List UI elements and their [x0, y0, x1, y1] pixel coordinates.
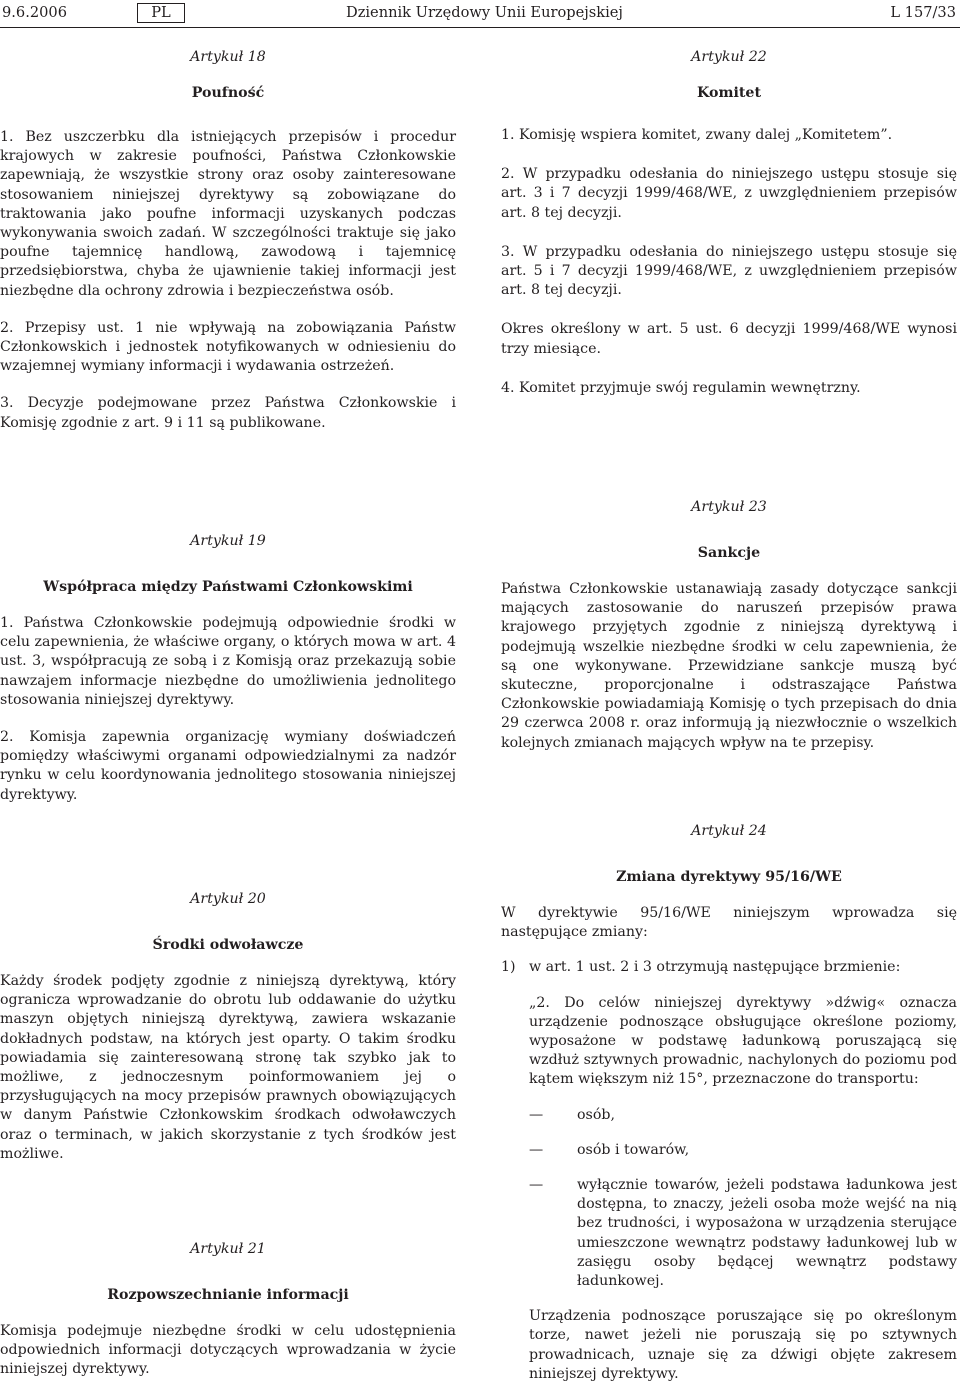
- article-title: Poufność: [191, 85, 265, 101]
- paragraph: Urządzenia podnoszące poruszające się po określonym torze, nawet jeżeli nie poruszają się po sztywnych prowadnicach, uznaje się za dźwigi objęte zakresem niniejszej dyrektywy.: [529, 1308, 957, 1382]
- dash-bullet: —: [529, 1106, 544, 1123]
- journal-title: Dziennik Urzędowy Unii Europejskiej: [346, 4, 623, 21]
- article-24: [501, 822, 957, 1384]
- language-badge: PL: [137, 3, 185, 23]
- article-label: Artykuł 21: [190, 1241, 266, 1257]
- paragraph: 1. Bez uszczerbku dla istniejących przepisów i procedur krajowych w zakresie poufności, Państwa Członkowskie zapewniają, że wszystkie strony oraz osoby zainteresowane stosowaniem niniejszej dyrektywy są zobowiązane do traktowania jako poufne informacji uzyskanych podczas wykonywania swoich zadań. W szczególności traktuje się jako poufne tajemnicę handlową, zawodową i tajemnicę przedsiębiorstwa, chyba że ujawnienie takiej informacji jest niezbędne dla ochrony zdrowia i bezpieczeństwa osób.: [0, 129, 456, 299]
- paragraph: Każdy środek podjęty zgodnie z niniejszą dyrektywą, który ogranicza wprowadzanie do obrotu lub oddawanie do użytku maszyn objętych niniejszą dyrektywą, zawiera wskazanie dokładnych podstaw, na których jest oparty. O takim środku powiadamia się zainteresowaną stronę tak szybko jak to możliwe, z jednoczesnym poinformowaniem jej o przysługujących na mocy przepisów prawnych obowiązujących w danym Państwie Członkowskim środkach odwoławczych oraz o terminach, w jakich skorzystanie z tych środków jest możliwe.: [0, 973, 456, 1162]
- article-label: Artykuł 24: [691, 823, 767, 839]
- list-text: osób i towarów,: [577, 1141, 690, 1158]
- article-label: Artykuł 23: [691, 499, 767, 515]
- article-21: [0, 1240, 456, 1380]
- right-column: [501, 30, 957, 1397]
- list-item: [501, 958, 957, 977]
- page-header: [0, 0, 960, 30]
- paragraph: Komisja podejmuje niezbędne środki w celu udostępnienia odpowiednich informacji dotyczących wprowadzania w życie niniejszej dyrektywy.: [0, 1323, 456, 1378]
- paragraph: 4. Komitet przyjmuje swój regulamin wewnętrzny.: [501, 379, 861, 396]
- article-title: Sankcje: [697, 545, 761, 561]
- article-label: Artykuł 20: [190, 891, 266, 907]
- paragraph: „2. Do celów niniejszej dyrektywy »dźwig« oznacza urządzenie podnoszące obsługujące określone poziomy, wyposażone w podstawę ładunkową poruszającą się wzdłuż sztywnych prowadnic, nachylonych do poziomu pod kątem większym niż 15°, przeznaczone do transportu:: [529, 994, 957, 1088]
- quoted-amendment: [529, 994, 957, 1384]
- paragraph: 3. W przypadku odesłania do niniejszego ustępu stosuje się art. 5 i 7 decyzji 1999/468/WE, z uwzględnieniem przepisów art. 8 tej decyzji.: [501, 243, 957, 299]
- article-19: [0, 532, 456, 805]
- article-18: [0, 48, 456, 433]
- paragraph: 1. Komisję wspiera komitet, zwany dalej „Komitetem”.: [501, 127, 893, 143]
- article-label: Artykuł 22: [691, 49, 767, 65]
- paragraph: Państwa Członkowskie ustanawiają zasady dotyczące sankcji mających zastosowanie do naruszeń przepisów prawa krajowego przyjętych zgodnie z niniejszą dyrektywą i podejmują wszelkie niezbędne środki w celu zapewnienia, że są one wykonywane. Przewidziane sankcje muszą być skuteczne, proporcjonalne i odstraszające Państwa Członkowskie powiadamiają Komisję o tych przepisach do dnia 29 czerwca 2008 r. oraz informują ją niezwłocznie o wszelkich kolejnych zmianach mających wpływ na te przepisy.: [501, 581, 957, 751]
- list-number: 1): [501, 959, 516, 976]
- article-label: Artykuł 19: [190, 533, 266, 549]
- list-item: [529, 1176, 957, 1291]
- paragraph: 3. Decyzje podejmowane przez Państwa Członkowskie i Komisję zgodnie z art. 9 i 11 są publikowane.: [0, 395, 456, 431]
- article-23: [501, 498, 957, 753]
- header-divider: [0, 27, 960, 28]
- page-reference: L 157/33: [890, 4, 956, 21]
- paragraph: 2. Komisja zapewnia organizację wymiany doświadczeń pomiędzy właściwymi organami odpowiedzialnymi za nadzór rynku w celu koordynowania jednolitego stosowania niniejszej dyrektywy.: [0, 729, 456, 803]
- list-text: wyłącznie towarów, jeżeli podstawa ładunkowa jest dostępna, to znaczy, jeżeli osoba może wejść na nią bez trudności, i wyposażona w urządzenia sterujące umieszczone wewnątrz podstawy ładunkowej lub w zasięgu osoby będącej wewnątrz podstawy ładunkowej.: [577, 1177, 957, 1290]
- article-20: [0, 890, 456, 1164]
- dash-bullet: —: [529, 1177, 544, 1194]
- list-item: [529, 1106, 957, 1125]
- left-column: [0, 30, 456, 1397]
- paragraph: Okres określony w art. 5 ust. 6 decyzji 1999/468/WE wynosi trzy miesiące.: [501, 321, 957, 357]
- paragraph: 2. Przepisy ust. 1 nie wpływają na zobowiązania Państw Członkowskich i jednostek notyfikowanych w odniesieniu do wzajemnej wymiany informacji i wydawania ostrzeżeń.: [0, 319, 456, 375]
- article-22: [501, 48, 957, 398]
- article-title: Rozpowszechnianie informacji: [107, 1287, 349, 1303]
- article-label: Artykuł 18: [190, 49, 266, 65]
- list-text: w art. 1 ust. 2 i 3 otrzymują następujące brzmienie:: [529, 959, 901, 976]
- publication-date: 9.6.2006: [2, 4, 67, 21]
- article-title: Środki odwoławcze: [152, 937, 304, 953]
- list-text: osób,: [577, 1106, 615, 1123]
- article-title: Zmiana dyrektywy 95/16/WE: [616, 869, 842, 885]
- list-item: [529, 1141, 957, 1160]
- dash-bullet: —: [529, 1141, 544, 1158]
- paragraph: W dyrektywie 95/16/WE niniejszym wprowadza się następujące zmiany:: [501, 905, 957, 941]
- article-title: Współpraca między Państwami Członkowskimi: [43, 579, 413, 595]
- article-title: Komitet: [696, 85, 762, 101]
- paragraph: 1. Państwa Członkowskie podejmują odpowiednie środki w celu zapewnienia, że właściwe organy, o których mowa w art. 4 ust. 3, współpracują ze sobą i z Komisją oraz przekazują sobie nawzajem informacje niezbędne do umożliwienia jednolitego stosowania niniejszej dyrektywy.: [0, 615, 456, 708]
- paragraph: 2. W przypadku odesłania do niniejszego ustępu stosuje się art. 3 i 7 decyzji 1999/468/WE, z uwzględnieniem przepisów art. 8 tej decyzji.: [501, 166, 957, 221]
